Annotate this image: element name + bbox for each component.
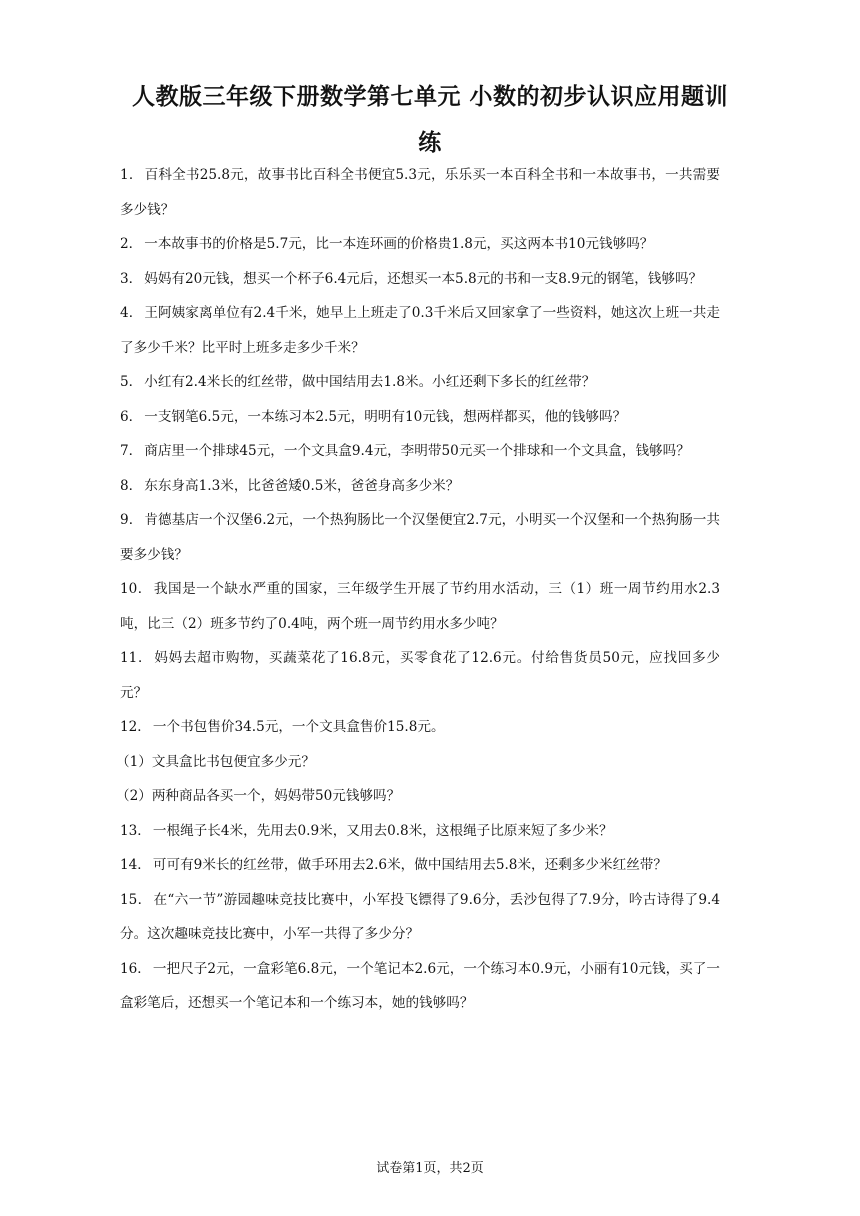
question-number: 6． <box>120 408 143 425</box>
question-number: 4． <box>120 305 143 321</box>
question-number: 15． <box>120 891 152 908</box>
question-text: 一把尺子2元，一盒彩笔6.8元，一个笔记本2.6元，一个练习本0.9元，小丽有10元钱，买了一盒彩笔后，还想买一个笔记本和一个练习本，她的钱够吗？ <box>120 960 720 1011</box>
question-text: （2）两种商品各买一个，妈妈带50元钱够吗？ <box>116 788 401 804</box>
question-number: 5． <box>120 374 143 390</box>
question-text: （1）文具盒比书包便宜多少元？ <box>116 753 315 770</box>
question-12-part-2 <box>116 779 720 814</box>
question-7 <box>120 434 720 469</box>
question-11 <box>120 641 720 710</box>
question-number: 11． <box>120 650 153 666</box>
question-1 <box>120 158 720 227</box>
question-16 <box>120 952 720 1021</box>
question-6 <box>120 400 720 435</box>
question-10 <box>120 572 720 641</box>
question-12 <box>120 710 720 745</box>
question-text: 王阿姨家离单位有2.4千米，她早上上班走了0.3千米后又回家拿了一些资料，她这次上班一共走了多少千米？比平时上班多走多少千米？ <box>120 305 720 356</box>
question-number: 2． <box>120 236 143 252</box>
question-number: 12． <box>120 719 151 735</box>
question-text: 可可有9米长的红丝带，做手环用去2.6米，做中国结用去5.8米，还剩多少米红丝带？ <box>152 857 667 873</box>
question-text: 妈妈去超市购物，买蔬菜花了16.8元，买零食花了12.6元。付给售货员50元，应找回多少元？ <box>120 650 720 701</box>
question-number: 8． <box>120 477 143 494</box>
question-13 <box>120 814 720 849</box>
question-12-part-1 <box>116 745 720 780</box>
question-number: 9． <box>120 512 143 528</box>
question-text: 一本故事书的价格是5.7元，比一本连环画的价格贵1.8元，买这两本书10元钱够吗？ <box>144 236 654 252</box>
question-text: 妈妈有20元钱，想买一个杯子6.4元后，还想买一本5.8元的书和一支8.9元的钢笔，钱够吗？ <box>144 270 703 287</box>
question-2 <box>120 227 720 262</box>
question-text: 商店里一个排球45元，一个文具盒9.4元，李明带50元买一个排球和一个文具盒，钱够吗？ <box>144 443 690 459</box>
page-footer: 试卷第1页，共2页 <box>376 1161 484 1176</box>
question-text: 一支钢笔6.5元，一本练习本2.5元，明明有10元钱，想两样都买，他的钱够吗？ <box>144 408 627 425</box>
question-list <box>116 158 720 1021</box>
question-text: 一根绳子长4米，先用去0.9米，又用去0.8米，这根绳子比原来短了多少米？ <box>152 822 613 839</box>
question-text: 小红有2.4米长的红丝带，做中国结用去1.8米。小红还剩下多长的红丝带？ <box>144 374 596 390</box>
question-3 <box>120 262 720 297</box>
question-text: 肯德基店一个汉堡6.2元，一个热狗肠比一个汉堡便宜2.7元，小明买一个汉堡和一个热狗肠一共要多少钱？ <box>120 512 720 563</box>
question-text: 我国是一个缺水严重的国家，三年级学生开展了节约用水活动，三（1）班一周节约用水2.3吨，比三（2）班多节约了0.4吨，两个班一周节约用水多少吨？ <box>120 581 720 632</box>
question-text: 东东身高1.3米，比爸爸矮0.5米，爸爸身高多少米？ <box>144 477 460 494</box>
question-15 <box>120 883 720 952</box>
question-number: 10． <box>120 581 152 597</box>
question-5 <box>120 365 720 400</box>
question-4 <box>120 296 720 365</box>
question-text: 在“六一节”游园趣味竞技比赛中，小军投飞镖得了9.6分，丢沙包得了7.9分，吟古诗得了9.4分。这次趣味竞技比赛中，小军一共得了多少分？ <box>120 891 720 942</box>
question-8 <box>120 469 720 504</box>
question-number: 7． <box>120 443 143 459</box>
question-number: 3． <box>120 270 143 287</box>
question-number: 14． <box>120 857 151 873</box>
question-number: 1． <box>120 167 143 183</box>
question-14 <box>120 848 720 883</box>
question-number: 16． <box>120 960 151 977</box>
question-text: 百科全书25.8元，故事书比百科全书便宜5.3元，乐乐买一本百科全书和一本故事书，一共需要多少钱？ <box>120 167 720 218</box>
question-number: 13． <box>120 822 151 839</box>
question-text: 一个书包售价34.5元，一个文具盒售价15.8元。 <box>152 719 445 735</box>
question-9 <box>120 503 720 572</box>
page-title: 人教版三年级下册数学第七单元 小数的初步认识应用题训练 <box>131 84 728 156</box>
